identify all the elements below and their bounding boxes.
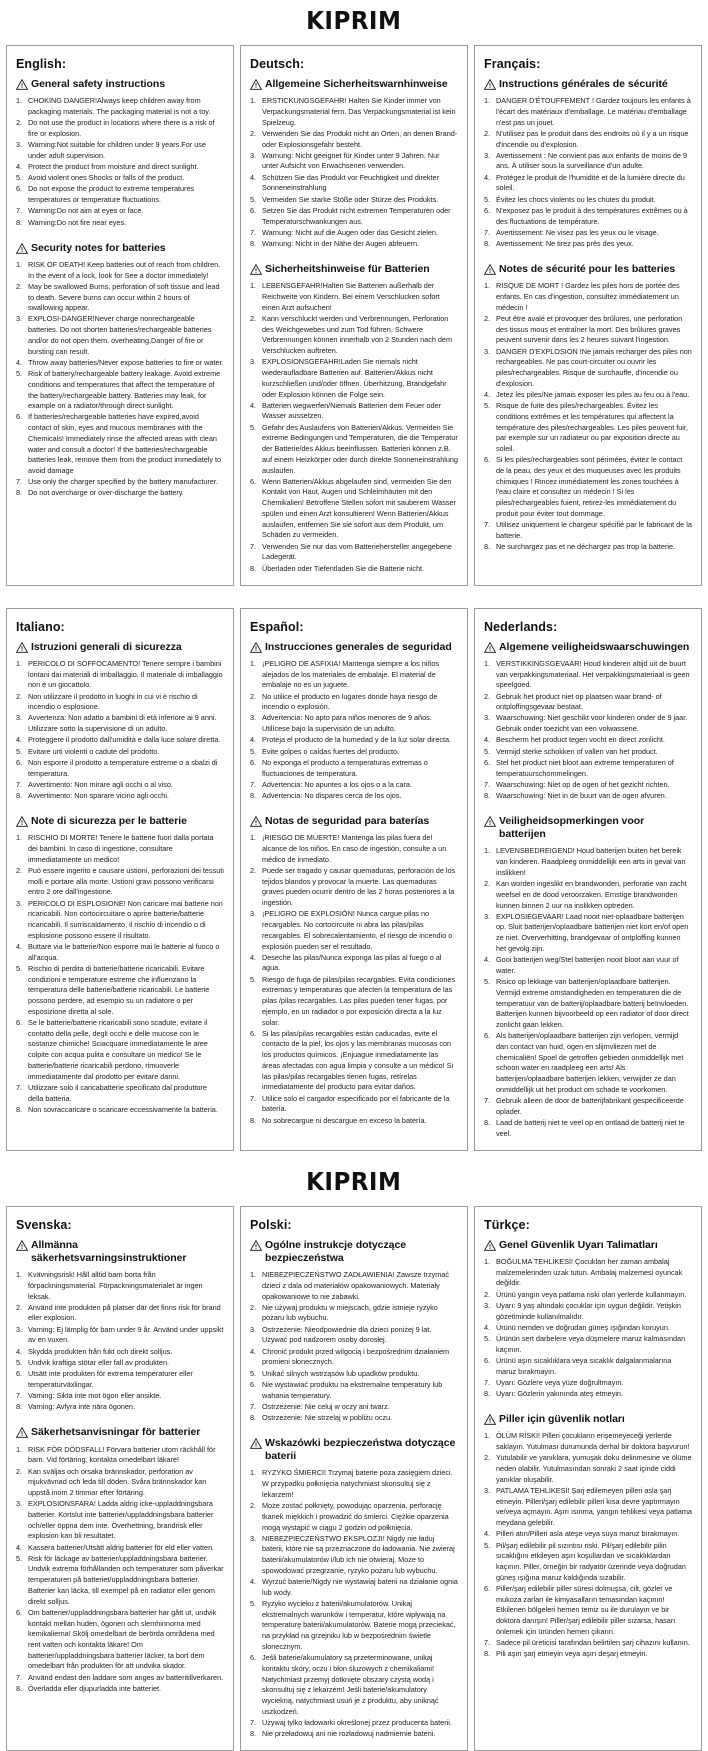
- battery-items-francais: [484, 281, 692, 552]
- list-item: No exponga el producto a temperaturas extremas o fluctuaciones de temperatura.: [262, 757, 428, 778]
- list-item: Waarschuwing: Niet op de ogen of het gezicht richten.: [496, 779, 670, 789]
- list-item: N'utilisez pas le produit dans des endroits où il y a un risque d'incendie ou d'explosion.: [496, 128, 689, 149]
- warning-triangle-icon: [16, 642, 28, 653]
- section-heading-battery-francais: [484, 263, 692, 276]
- battery-items-turkce: [484, 1431, 692, 1660]
- general-items-italiano: [16, 659, 224, 802]
- list-item: If batteries/rechargeable batteries have expired,avoid contact of skin, eyes and mucous membranes with the Chemicals! Immediately rinse the affected areas with clean water and consult a doctor! If the batteries/rechargeable batteries leak, remove them from the product immediately to avoid damage: [28, 412, 222, 476]
- kiprim-logo: KIPRIM: [306, 1166, 402, 1196]
- language-panel-turkce: [474, 1206, 702, 1751]
- battery-heading-text: Veiligheidsopmerkingen voor batterijen: [499, 815, 645, 841]
- section-heading-general-english: [16, 78, 224, 91]
- language-title-nederlands: Nederlands:: [484, 619, 558, 634]
- list-item: EXPLOSIONSGEFAHR!Laden Sie niemals nicht wiederaufladbare Batterien auf. Batterien/Akkus nicht kurzschließen und/oder öffnen. Überhitzung, Brandgefahr oder Explosion können die Folge sein.: [262, 357, 447, 399]
- battery-heading-text: Sicherheitshinweise für Batterien: [265, 263, 430, 276]
- list-item: Schützen Sie das Produkt vor Feuchtigkeit und direkter Sonneneinstrahlung: [262, 172, 439, 193]
- list-item: Verwenden Sie das Produkt nicht an Orten, an denen Brand- oder Explosionsgefahr besteht.: [262, 128, 458, 149]
- warning-triangle-icon: [250, 264, 262, 275]
- list-item: RISK OF DEATH! Keep batteries out of reach from children. In the event of a lock, look for See a doctor immediately!: [28, 259, 221, 280]
- section-heading-general-francais: [484, 78, 692, 91]
- list-item: VERSTIKKINGSGEVAAR! Houd kinderen altijd uit de buurt van verpakkingsmateriaal. Het verpakkingsmateriaal is geen speelgoed.: [496, 658, 690, 690]
- kiprim-logo: KIPRIM: [306, 6, 402, 35]
- list-item: Nie wystawiać produktu na ekstremalne temperatury lub wahania temperatury.: [262, 1379, 443, 1400]
- list-item: Proteja el producto de la humedad y de la luz solar directa.: [262, 735, 452, 745]
- list-item: Waarschuwing: Niet in de buurt van de ogen afvuren.: [496, 790, 667, 800]
- list-item: Pilleri atın/Pilleri asla ateşe veya suya maruz bırakmayın.: [496, 1529, 680, 1539]
- list-item: Evitare urti violenti o cadute del prodotto.: [28, 746, 160, 756]
- list-item: Protégez le produit de l'humidité et de la lumière directe du soleil.: [496, 172, 685, 193]
- spacer: [250, 250, 458, 263]
- list-item: Uyarı: 9 yaş altındaki çocuklar için uygun değildir. Yetişkin gözetiminde kullanılmalıdır.: [496, 1300, 681, 1321]
- list-item: Jetez les piles/Ne jamais exposer les piles au feu ou à l'eau.: [496, 390, 690, 399]
- spacer: [16, 802, 224, 815]
- list-item: Ostrzeżenie: Nieodpowiednie dla dzieci poniżej 9 lat. Używać pod nadzorem osoby dorosłej.: [262, 1324, 432, 1345]
- list-item: Advertencia: No dispares cerca de los ojos.: [262, 790, 402, 800]
- list-item: Pil/şarj edilebilir pil sızıntısı riski. Pil/şarj edilebilir pilin sıcaklığını etkileyen aşırı koşullardan ve sıcaklıklardan kaçının. Piller, örneğin bir radyatör üzerinde veya doğrudan güneş ışığına maruz kaldığında sızabilir.: [496, 1540, 686, 1582]
- list-item: No sobrecargue ni descargue en exceso la batería.: [262, 1115, 427, 1125]
- list-item: Riesgo de fuga de pilas/pilas recargables. Evita condiciones extremas y temperaturas que afecten la temperatura de las pilas /pilas recargables. Las pilas pueden tener fugas, por ejemplo, en un radiador o por exposición directa a la luz solar.: [262, 974, 456, 1027]
- list-item: ÖLÜM RİSKİ! Pilleri çocukların erişemeyeceği yerlerde saklayın. Yutulması durumunda derhal bir doktora başvurun!: [496, 1431, 690, 1452]
- language-panel-english: [6, 45, 234, 586]
- list-item: Advertencia: No apto para niños menores de 9 años. Utilícese bajo la supervisión de un adulto.: [262, 713, 432, 734]
- list-item: Kann verschluckt werden und Verbrennungen, Perforation des Weichgewebes und zum Tod führen. Schwere Verbrennungen können innerhalb von 2 Stunden nach dem Verschlucken auftreten.: [262, 313, 453, 356]
- list-item: Utsätt inte produkten för extrema temperaturer eller temperaturväxlingar.: [28, 1369, 193, 1389]
- list-item: Kvävningsrisk! Håll alltid barn borta från förpackningsmaterial. Förpackningsmaterialet är ingen leksak.: [28, 1270, 203, 1301]
- general-heading-text: Istruzioni generali di sicurezza: [31, 640, 182, 653]
- battery-heading-text: Säkerhetsanvisningar för batterier: [31, 1426, 201, 1439]
- list-item: LEBENSGEFAHR!Halten Sie Batterien außerhalb der Reichweite von Kindern. Bei einem Verschlucken sofort einen Arzt aufsuchen!: [262, 281, 440, 312]
- list-item: PERICOLO DI SOFFOCAMENTO! Tenere sempre i bambini lontani dai materiali di imballaggio. Il materiale di imballaggio non è un giocattolo.: [28, 658, 223, 690]
- general-items-nederlands: [484, 659, 692, 802]
- warning-triangle-icon: [484, 1240, 496, 1251]
- spacer: [0, 586, 708, 608]
- list-item: Ostrzeżenie: Nie strzelaj w pobliżu oczu.: [262, 1412, 393, 1422]
- general-heading-text: Ogólne instrukcje dotyczące bezpieczeństwa: [265, 1238, 407, 1264]
- language-row-2: [0, 608, 708, 1151]
- general-items-espanol: [250, 659, 458, 802]
- list-item: Do not use the product in locations where there is a risk of fire or explosion.: [28, 118, 215, 138]
- battery-heading-text: Note di sicurezza per le batterie: [31, 815, 187, 828]
- list-item: Nie używaj produktu w miejscach, gdzie istnieje ryzyko pożaru lub wybuchu.: [262, 1302, 438, 1323]
- list-item: Deseche las pilas/Nunca exponga las pilas al fuego o al agua.: [262, 952, 442, 973]
- battery-heading-text: Notes de sécurité pour les batteries: [499, 263, 676, 276]
- list-item: Ürünü nemden ve doğrudan güneş ışığından koruyun.: [496, 1322, 670, 1332]
- list-item: CHOKING DANGER!Always keep children away from packaging materials. The packaging material is not a toy.: [28, 96, 211, 116]
- list-item: BOĞULMA TEHLİKESİ! Çocukları her zaman ambalaj malzemelerinden uzak tutun. Ambalaj malzemesi oyuncak değildir.: [496, 1256, 683, 1288]
- list-item: May be swallowed Burns, perforation of soft tissue and lead to death. Severe burns can occur within 2 hours of swallowing appear.: [28, 281, 220, 313]
- general-heading-text: Genel Güvenlik Uyarı Talimatları: [499, 1238, 658, 1251]
- language-panel-espanol: [240, 608, 468, 1151]
- list-item: Laad de batterij niet te veel op en ontlaad de batterij niet te veel.: [496, 1117, 685, 1138]
- warning-triangle-icon: [484, 264, 496, 275]
- warning-triangle-icon: [250, 816, 262, 827]
- list-item: Do not expose the product to extreme temperatures temperatures or temperature fluctuations.: [28, 184, 195, 205]
- list-item: EXPLOSI-DANGER!Never charge nonrechargeable batteries. Do not shorten batteries/rechargeable batteries and/or do not open them. overheating,Danger of fire or bursting can result.: [28, 314, 212, 356]
- general-items-svenska: [16, 1270, 224, 1413]
- language-title-italiano: Italiano:: [16, 619, 65, 634]
- list-item: Ne surchargez pas et ne déchargez pas trop la batterie.: [496, 542, 675, 552]
- battery-heading-text: Notas de seguridad para baterías: [265, 815, 430, 828]
- general-heading-text: Allgemeine Sicherheitswarnhinweise: [265, 78, 448, 90]
- list-item: Warning:Do not aim at eyes or face.: [28, 206, 144, 216]
- list-item: Ryzyko wycieku z baterii/akumulatorów. Unikaj ekstremalnych warunków i temperatur, które wpływają na temperaturę baterii/akumulatorów. Baterie mogą przeciekać, na przykład na grzejniku lub w bezpośrednim świetle słonecznym.: [262, 1599, 456, 1651]
- language-title-turkce: Türkçe:: [484, 1217, 530, 1232]
- general-items-polski: [250, 1270, 458, 1424]
- language-panel-francais: [474, 45, 702, 586]
- spacer: [250, 802, 458, 815]
- list-item: RISCHIO DI MORTE! Tenere le batterie fuori dalla portata dei bambini. In caso di ingestione, consultare immediatamente un medico!: [28, 833, 214, 864]
- list-item: ERSTICKUNGSGEFAHR! Halten Sie Kinder immer von Verpackungsmaterial fern. Das Verpackungsmaterial ist kein Spielzeug.: [262, 96, 456, 127]
- warning-triangle-icon: [484, 1414, 496, 1425]
- list-item: Überladen oder Tiefentladen Sie die Batterie nicht.: [262, 563, 425, 573]
- list-item: EXPLOSIONSFARA! Ladda aldrig icke-uppladdningsbara batterier. Kortslut inte batterier/uppladdningsbara batterier och/eller öppna dem inte. Överhettning, brandrisk eller explosion kan bli resultatet.: [28, 1499, 214, 1541]
- list-item: Yutulabilir ve yanıklara, yumuşak doku delinmesine ve ölüme neden olabilir. Yutulmasından sonraki 2 saat içinde ciddi yanıklar oluşabilir.: [496, 1453, 692, 1484]
- battery-items-polski: [250, 1468, 458, 1739]
- battery-heading-text: Piller için güvenlik notları: [499, 1413, 625, 1426]
- general-heading-text: Algemene veiligheidswaarschuwingen: [499, 640, 690, 653]
- list-item: Utilisez uniquement le chargeur spécifié par le fabricant de la batterie.: [496, 520, 692, 540]
- general-items-english: [16, 96, 224, 228]
- list-item: Avoid violent ones Shocks or falls of the product.: [28, 173, 185, 183]
- list-item: Warnung: Nicht in der Nähe der Augen abfeuern.: [262, 238, 420, 248]
- list-item: Om batterier/uppladdningsbara batterier har gått ut, undvik kontakt mellan huden, ögonen och slemhinnorna med kemikalierna! Skölj omedelbart de berörda områdena med rent vatten och kontakta läkare! Om batterier/uppladdningsbara batterier läcker, ta bort dem omedelbart från produkten för att undvika skador.: [28, 1607, 217, 1671]
- warning-triangle-icon: [16, 1240, 28, 1251]
- list-item: Risk för läckage av batterier/uppladdningsbara batterier. Undvik extrema förhållanden och temperaturer som påverkar temperaturen på batteriet/uppladdningsbara batterier. Batterier kan läcka, till exempel på en radiator eller genom direkt solljus.: [28, 1553, 224, 1606]
- list-item: Använd inte produkten på platser där det finns risk för brand eller explosion.: [28, 1302, 221, 1323]
- list-item: Gebruik het product niet op plaatsen waar brand- of ontploffingsgevaar bestaat.: [496, 691, 662, 712]
- list-item: Wenn Batterien/Akkus abgelaufen sind, vermeiden Sie den Kontakt von Haut, Augen und Schleimhäuten mit den Chemikalien! Betroffene Stellen sofort mit sauberem Wasser spülen und einen Arzt konsultieren! Wenn Batterien/Akkus auslaufen, entfernen Sie sie sofort aus dem Produkt, um Schäden zu vermeiden.: [262, 476, 456, 540]
- list-item: LEVENSBEDREIGEND! Houd batterijen buiten het bereik van kinderen. Raadpleeg onmiddellijk een arts in geval van inslikken!: [496, 846, 686, 877]
- list-item: Può essere ingerito e causare ustioni, perforazioni dei tessuti molli e portare alla morte. Ustioni gravi possono verificarsi entro 2 ore dall'ingestione.: [28, 865, 224, 897]
- list-item: Do not overcharge or over-discharge the battery.: [28, 488, 184, 498]
- battery-items-espanol: [250, 833, 458, 1126]
- list-item: Gefahr des Auslaufens von Batterien/Akkus. Vermeiden Sie extreme Bedingungen und Temperaturen, die die Temperatur der Batterie/des Akkus beeinflussen. Batterien können z.B. auf einem Heizkörper oder durch direkte Sonneneinstrahlung auslaufen.: [262, 422, 458, 475]
- list-item: Kan worden ingeslikt en brandwonden, perforatie van zacht weefsel en de dood veroorzaken. Ernstige brandwonden kunnen binnen 2 uur na inslikken optreden.: [496, 879, 687, 910]
- spacer: [484, 250, 692, 263]
- list-item: Nie przeładowuj ani nie rozładowuj nadmiernie baterii.: [262, 1729, 436, 1739]
- battery-heading-text: Wskazówki bezpieczeństwa dotyczące baterii: [265, 1437, 456, 1463]
- list-item: ¡PELIGRO DE ASFIXIA! Mantenga siempre a los niños alejados de los materiales de embalaje. El material de embalaje no es un juguete.: [262, 658, 440, 690]
- list-item: ¡PELIGRO DE EXPLOSIÓN! Nunca cargue pilas no recargables. No cortocircuite ni abra las pilas/pilas recargables. El sobrecalentamiento, el riesgo de incendio o explosión pueden ser el resultado.: [262, 909, 453, 951]
- warning-triangle-icon: [250, 642, 262, 653]
- list-item: Setzen Sie das Produkt nicht extremen Temperaturen oder Temperaturschwankungen aus.: [262, 205, 451, 226]
- list-item: Avvertimento: Non sparare vicino agli occhi.: [28, 790, 169, 800]
- list-item: Peut être avalé et provoquer des brûlures, une perforation des tissus mous et entraîner la mort. Des brûlures graves peuvent survenir dans les 2 heures suivant l'ingestion.: [496, 313, 683, 345]
- section-heading-general-svenska: [16, 1239, 224, 1265]
- list-item: Risque de fuite des piles/rechargeables. Évitez les conditions extrêmes et les températures qui affectent la température des piles/rechargeables. Les piles peuvent fuir, par exemple sur un radiateur ou par exposition directe au soleil.: [496, 401, 688, 454]
- list-item: RISQUE DE MORT ! Gardez les piles hors de portée des enfants. En cas d'ingestion, consultez immédiatement un médecin !: [496, 281, 680, 312]
- list-item: Protect the product from moisture and direct sunlight.: [28, 161, 199, 171]
- list-item: Ürünü aşırı sıcaklıklara veya sıcaklık dalgalanmalarına maruz bırakmayın.: [496, 1355, 672, 1376]
- battery-heading-text: Security notes for batteries: [31, 241, 166, 254]
- list-item: Avertissement: Ne tirez pas près des yeux.: [496, 238, 634, 248]
- list-item: DANGER D'ÉTOUFFEMENT ! Gardez toujours les enfants à l'écart des matériaux d'emballage. Le matériau d'emballage n'est pas un jouet.: [496, 96, 691, 127]
- language-title-espanol: Español:: [250, 619, 304, 634]
- list-item: Piller/şarj edilebilir piller süresi dolmuşsa, cilt, gözler ve mukoza zarları ile kimyasalların temasından kaçının! Etkilenen bölgeleri hemen temiz su ile durulayın ve bir doktora danışın! Piller/şarj edilebilir piller sızarsa, hasarı önlemek için üründen hemen çıkarın.: [496, 1584, 676, 1636]
- spacer: [0, 1151, 708, 1161]
- spacer: [484, 1400, 692, 1413]
- section-heading-general-nederlands: [484, 641, 692, 654]
- list-item: Stel het product niet bloot aan extreme temperaturen of temperatuurschommelingen.: [496, 757, 674, 778]
- section-heading-battery-polski: [250, 1437, 458, 1463]
- list-item: Kan sväljas och orsaka brännskador, perforation av mjukvävnad och leda till döden. Svåra brännskador kan uppstå inom 2 timmar efter förtäring.: [28, 1466, 207, 1497]
- spacer: [16, 1413, 224, 1426]
- list-item: PERICOLO DI ESPLOSIONE! Non caricare mai batterie non ricaricabili. Non cortocircuitare o aprire batterie/batterie ricaricabili. Il surriscaldamento, il rischio di incendio o di esplosione possono essere il risultato.: [28, 898, 223, 940]
- language-title-francais: Français:: [484, 57, 541, 71]
- list-item: Gebruik alleen de door de batterijfabrikant gespecificeerde oplader.: [496, 1095, 684, 1116]
- list-item: Warning:Not suitable for children under 9 years.For use under adult supervision.: [28, 140, 206, 160]
- list-item: Wyrzuć baterie/Nigdy nie wystawiaj baterii na działanie ognia lub wody.: [262, 1577, 458, 1597]
- list-item: Verwenden Sie nur das vom Batteriehersteller angegebene Ladegerät.: [262, 541, 452, 562]
- list-item: Se le batterie/batterie ricaricabili sono scadute, evitare il contatto della pelle, degli occhi e delle mucose con le sostanze chimiche! Sciacquare immediatamente le aree colpite con acqua pulita e consultare un medico! Se le batterie/batterie ricaricabili perdono, rimuoverle immediatamente dal prodotto per evitare danni.: [28, 1018, 208, 1081]
- list-item: Risk of battery/rechargeable battery leakage. Avoid extreme conditions and temperatures that affect the temperature of the battery/rechargeable battery. Batteries may leak, for example on a radiator/through direct sunlight.: [28, 369, 221, 411]
- language-title-english: English:: [16, 57, 67, 71]
- warning-triangle-icon: [16, 79, 28, 90]
- list-item: NIEBEZPIECZEŃSTWO ZADŁAWIENIA! Zawsze trzymać dzieci z dala od materiałów opakowaniowych. Materiały opakowaniowe to nie zabawki.: [262, 1270, 449, 1301]
- language-title-polski: Polski:: [250, 1217, 292, 1232]
- section-heading-general-polski: [250, 1239, 458, 1265]
- warning-triangle-icon: [484, 816, 496, 827]
- list-item: Rischio di perdita di batterie/batterie ricaricabili. Evitare condizioni e temperature estreme che influenzano la temperatura delle batterie/batterie ricaricabili. Le batterie possono perdere, ad esempio su un radiatore o per esposizione diretta al sole.: [28, 963, 210, 1016]
- list-item: Warning:Do not fire near eyes.: [28, 217, 127, 227]
- list-item: Używaj tylko ładowarki określonej przez producenta baterii.: [262, 1717, 452, 1727]
- list-item: Non esporre il prodotto a temperature estreme o a sbalzi di temperatura.: [28, 757, 218, 778]
- list-item: Buttare via le batterie/Non esporre mai le batterie al fuoco o all'acqua.: [28, 942, 220, 962]
- list-item: Warnung: Nicht geeignet für Kinder unter 9 Jahren. Nur unter Aufsicht von Erwachsenen verwenden.: [262, 150, 440, 171]
- list-item: Risico op lekkage van batterijen/oplaadbare batterijen. Vermijd extreme omstandigheden en temperaturen die de temperatuur van de batterij/oplaadbare batterij beïnvloeden. Batterijen kunnen bijvoorbeeld op een radiator of door direct zonlicht gaan lekken.: [496, 977, 689, 1029]
- list-item: Jeśli baterie/akumulatory są przeterminowane, unikaj kontaktu skóry, oczu i błon śluzowych z chemikaliami! Natychmiast przemyj dotknięte obszary czystą wodą i skonsultuj się z lekarzem! Jeśli baterie/akumulatory wyciekną, natychmiast usuń je z produktu, aby uniknąć uszkodzeń.: [262, 1653, 439, 1716]
- warning-triangle-icon: [250, 1438, 262, 1449]
- list-item: N'exposez pas le produit à des températures extrêmes ou à des fluctuations de température.: [496, 205, 688, 226]
- general-items-turkce: [484, 1257, 692, 1400]
- warning-triangle-icon: [250, 1240, 262, 1251]
- list-item: Als batterijen/oplaadbare batterijen zijn verlopen, vermijd dan contact van huid, ogen en slijmvliezen met de chemicaliën! Spoel de getroffen gebieden onmiddellijk met schoon water en raadpleeg een arts! Als batterijen/oplaadbare batterijen lekken, verwijder ze dan onmiddellijk uit het product om schade te voorkomen.: [496, 1031, 684, 1094]
- language-row-1: [0, 45, 708, 586]
- list-item: PATLAMA TEHLİKESİ! Şarj edilemeyen pilleri asla şarj etmeyin. Pilleri/şarj edilebilir pilleri kısa devre yaptırmayın ve/veya açmayın. Aşırı ısınma, yangın tehlikesi veya patlama meydana gelebilir.: [496, 1486, 692, 1528]
- list-item: Si las pilas/pilas recargables están caducadas, evite el contacto de la piel, los ojos y las membranas mucosas con los productos químicos. ¡Enjuague inmediatamente las áreas afectadas con agua limpia y consulte a un médico! Si las pilas/pilas recargables tienen fugas, retírelas inmediatamente del producto para evitar daños.: [262, 1028, 454, 1092]
- spacer: [250, 1424, 458, 1437]
- list-item: Avvertenza: Non adatto a bambini di età inferiore ai 9 anni. Utilizzare sotto la supervisione di un adulto.: [28, 713, 217, 734]
- list-item: Throw away batteries/Never expose batteries to fire or water.: [28, 357, 224, 367]
- list-item: Vermeiden Sie starke Stöße oder Stürze des Produkts.: [262, 194, 439, 204]
- list-item: EXPLOSIEGEVAAR! Laad nooit niet-oplaadbare batterijen op. Sluit batterijen/oplaadbare batterijen niet kort en/of open ze niet. Oververhitting, brandgevaar of ontploffing kunnen het gevolg zijn.: [496, 911, 689, 953]
- list-item: Évitez les chocs violents ou les chutes du produit.: [496, 194, 656, 204]
- section-heading-battery-svenska: [16, 1426, 224, 1439]
- section-heading-battery-turkce: [484, 1413, 692, 1426]
- warning-triangle-icon: [16, 816, 28, 827]
- language-panel-deutsch: [240, 45, 468, 586]
- list-item: Utilizzare solo il caricabatterie specificato dal produttore della batteria.: [28, 1082, 207, 1103]
- general-heading-text: Allmänna säkerhetsvarningsinstruktioner: [31, 1238, 187, 1264]
- list-item: Bescherm het product tegen vocht en direct zonlicht.: [496, 735, 665, 745]
- list-item: Ürünün sert darbelere veya düşmelere maruz kalmasından kaçının.: [496, 1334, 686, 1354]
- section-heading-general-italiano: [16, 641, 224, 654]
- list-item: RISK FÖR DÖDSFALL! Förvara batterier utom räckhåll för barn. Vid förtäring, kontakta omedelbart läkare!: [28, 1444, 216, 1465]
- list-item: Ürünü yangın veya patlama riski olan yerlerde kullanmayın.: [496, 1289, 687, 1299]
- general-heading-text: Instructions générales de sécurité: [499, 78, 668, 90]
- list-item: Överladda eller djupurladda inte batteriet.: [28, 1683, 161, 1693]
- warning-triangle-icon: [484, 79, 496, 90]
- battery-items-italiano: [16, 833, 224, 1115]
- list-item: Waarschuwing: Niet geschikt voor kinderen onder de 9 jaar. Gebruik onder toezicht van een volwassene.: [496, 713, 688, 734]
- list-item: Batterien wegwerfen/Niemals Batterien dem Feuer oder Wasser aussetzen.: [262, 400, 442, 421]
- general-heading-text: Instrucciones generales de seguridad: [265, 640, 452, 653]
- language-panel-svenska: [6, 1206, 234, 1751]
- list-item: ¡RIESGO DE MUERTE! Mantenga las pilas fuera del alcance de los niños. En caso de ingestión, consulte a un médico de inmediato.: [262, 833, 447, 864]
- list-item: Gooi batterijen weg/Stel batterijen nooit bloot aan vuur of water.: [496, 955, 679, 975]
- list-item: Pili aşırı şarj etmeyin veya aşırı deşarj etmeyin.: [496, 1649, 648, 1659]
- section-heading-battery-nederlands: [484, 815, 692, 841]
- list-item: Undvik kraftiga stötar eller fall av produkten.: [28, 1357, 170, 1367]
- list-item: Use only the charger specified by the battery manufacturer.: [28, 477, 218, 487]
- section-heading-general-espanol: [250, 641, 458, 654]
- section-heading-battery-italiano: [16, 815, 224, 828]
- list-item: Varning: Sikta inte mot ögon eller ansikte.: [28, 1391, 162, 1400]
- general-items-francais: [484, 96, 692, 250]
- list-item: Proteggere il prodotto dall'umidità e dalla luce solare diretta.: [28, 735, 221, 745]
- language-row-3: [0, 1206, 708, 1751]
- list-item: Varning: Ej lämplig för barn under 9 år. Använd under uppsikt av en vuxen.: [28, 1324, 224, 1345]
- brand-header-top: [0, 0, 708, 45]
- list-item: NIEBEZPIECZEŃSTWO EKSPLOZJI! Nigdy nie ładuj baterii, które nie są przeznaczone do ładowania. Nie zwieraj baterii/akumulatorów i/lub ich nie otwieraj. Może to spowodować przegrzanie, ryzyko pożaru lub wybuchu.: [262, 1533, 455, 1575]
- list-item: Utilice solo el cargador especificado por el fabricante de la batería.: [262, 1093, 450, 1114]
- list-item: Może zostać połknięty, powodując oparzenia, perforację tkanek miękkich i prowadzić do śmierci. Ciężkie oparzenia mogą wystąpić w ciągu 2 godzin od połknięcia.: [262, 1501, 449, 1532]
- general-heading-text: General safety instructions: [31, 78, 166, 90]
- list-item: No utilice el producto en lugares donde haya riesgo de incendio o explosión.: [262, 691, 438, 712]
- list-item: Si les piles/rechargeables sont périmées, évitez le contact de la peau, des yeux et des muqueuses avec les produits chimiques ! Rincez immédiatement les zones touchées à l'eau claire et consultez un médecin ! Si les piles/rechargeables fuient, retirez-les immédiatement du produit pour éviter tout dommage.: [496, 455, 683, 518]
- list-item: Unikać silnych wstrząsów lub upadków produktu.: [262, 1368, 420, 1378]
- list-item: Uyarı: Gözlerin yakınında ateş etmeyin.: [496, 1389, 623, 1399]
- battery-items-svenska: [16, 1445, 224, 1695]
- list-item: Avertissement: Ne visez pas les yeux ou le visage.: [496, 227, 659, 237]
- section-heading-battery-english: [16, 242, 224, 255]
- list-item: Advertencia: No apuntes a los ojos o a la cara.: [262, 779, 412, 789]
- section-heading-general-turkce: [484, 1239, 692, 1252]
- section-heading-battery-espanol: [250, 815, 458, 828]
- warning-triangle-icon: [250, 79, 262, 90]
- list-item: Vermijd sterke schokken of vallen van het product.: [496, 746, 658, 756]
- battery-items-english: [16, 260, 224, 499]
- general-items-deutsch: [250, 96, 458, 250]
- list-item: DANGER D'EXPLOSION !Ne jamais recharger des piles non rechargeables. Ne pas court-circuiter ou ouvrir les piles/rechargeables. Risque de surchauffe, d'incendie ou d'explosion.: [496, 346, 692, 388]
- battery-items-nederlands: [484, 846, 692, 1139]
- section-heading-battery-deutsch: [250, 263, 458, 276]
- section-heading-general-deutsch: [250, 78, 458, 91]
- brand-header-bottom: [0, 1161, 708, 1206]
- list-item: Warnung: Nicht auf die Augen oder das Gesicht zielen.: [262, 227, 438, 237]
- language-panel-polski: [240, 1206, 468, 1751]
- list-item: RYZYKO ŚMIERCI! Trzymaj baterie poza zasięgiem dzieci. W przypadku połknięcia natychmiast skonsultuj się z lekarzem!: [262, 1468, 453, 1499]
- list-item: Varning: Avfyra inte nära ögonen.: [28, 1402, 135, 1412]
- list-item: Non sovraccaricare o scaricare eccessivamente la batteria.: [28, 1104, 218, 1114]
- warning-triangle-icon: [484, 642, 496, 653]
- list-item: Skydda produkten från fukt och direkt solljus.: [28, 1346, 173, 1356]
- language-panel-nederlands: [474, 608, 702, 1151]
- language-title-deutsch: Deutsch:: [250, 57, 305, 71]
- spacer: [484, 802, 692, 815]
- warning-triangle-icon: [16, 243, 28, 254]
- list-item: Ostrzeżenie: Nie celuj w oczy ani twarz.: [262, 1401, 390, 1411]
- list-item: Chronić produkt przed wilgocią i bezpośrednim działaniem promieni słonecznych.: [262, 1346, 450, 1367]
- list-item: Använd endast den laddare som anges av batteritillverkaren.: [28, 1672, 224, 1682]
- list-item: Puede ser tragado y causar quemaduras, perforación de los tejidos blandos y provocar la muerte. Las quemaduras graves pueden ocurrir dentro de las 2 horas posteriores a la ingestión.: [262, 865, 456, 908]
- list-item: Sadece pil üreticisi tarafından belirtilen şarj cihazını kullanın.: [496, 1638, 690, 1648]
- spacer: [16, 229, 224, 242]
- list-item: Kassera batterier/Utsätt aldrig batterier för eld eller vatten.: [28, 1542, 215, 1552]
- language-panel-italiano: [6, 608, 234, 1151]
- list-item: Avertissement : Ne convient pas aux enfants de moins de 9 ans. À utiliser sous la surveillance d'un adulte.: [496, 150, 687, 171]
- list-item: Evite golpes o caídas fuertes del producto.: [262, 746, 400, 756]
- warning-triangle-icon: [16, 1427, 28, 1438]
- battery-items-deutsch: [250, 281, 458, 574]
- list-item: Avvertimento: Non mirare agli occhi o al viso.: [28, 779, 173, 789]
- language-title-svenska: Svenska:: [16, 1217, 72, 1232]
- list-item: Uyarı: Gözlere veya yüze doğrultmayın.: [496, 1377, 624, 1387]
- list-item: Non utilizzare il prodotto in luoghi in cui vi è rischio di incendio o esplosione.: [28, 691, 198, 712]
